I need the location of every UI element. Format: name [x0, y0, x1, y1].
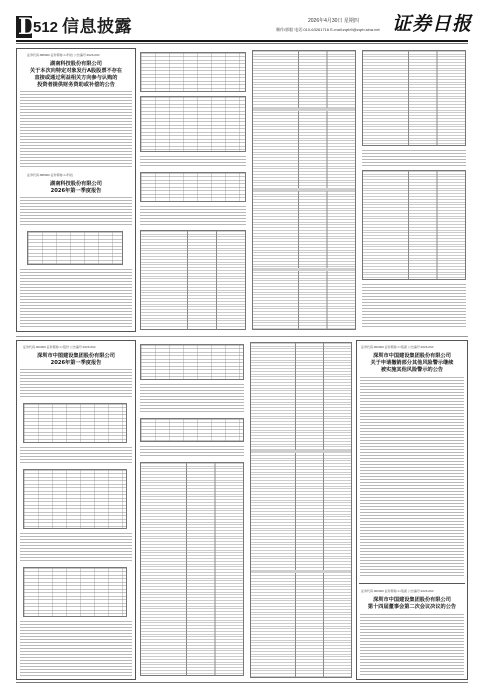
report-column-top-right — [250, 48, 358, 332]
report-body — [140, 206, 246, 226]
report-column-top-middle — [138, 48, 248, 332]
financial-table — [140, 96, 246, 152]
report-body — [20, 197, 132, 227]
section-letter: D — [18, 14, 38, 40]
cash-flow-table — [362, 50, 466, 146]
issue-date: 2026年4月30日 星期四 — [308, 18, 359, 24]
company-name: 深圳市中国建设集团股份有限公司 — [373, 597, 451, 603]
announcement-panel-top-left — [16, 48, 136, 332]
announcement-title: 第十四届董事会第二次会议决议的公告 — [367, 604, 457, 610]
report-body — [362, 150, 466, 166]
table-row-highlight — [253, 268, 355, 271]
announcement-meta: 证券代码:000000 证券简称:××股份 公告编号:2026-000 — [23, 345, 96, 349]
table-row-highlight — [251, 570, 351, 573]
announcement-title: 关于本次向特定对象发行A股股票不存在 — [29, 68, 123, 74]
announcement-meta: 证券代码:688000 证券简称:××科技 — [27, 173, 74, 177]
financial-table — [23, 469, 127, 529]
announcement-title: 投资者提供财务资助或补偿的公告 — [37, 82, 115, 88]
announcement-divider — [359, 583, 465, 584]
report-column-bottom-right — [248, 340, 354, 680]
cash-flow-table — [362, 170, 466, 280]
masthead — [0, 0, 484, 42]
report-body — [20, 621, 132, 677]
report-body — [362, 284, 466, 328]
financial-table — [140, 52, 246, 92]
table-row-highlight — [253, 188, 355, 191]
announcement-title: 直接或通过利益相关方向参与认购的 — [34, 75, 118, 81]
announcement-title: 2026年第一季度报告 — [50, 188, 102, 194]
table-row-highlight — [251, 450, 351, 453]
report-body — [140, 384, 244, 414]
report-body — [20, 447, 132, 465]
announcement-title: 被实施其他风险警示的公告 — [380, 367, 444, 373]
announcement-body — [360, 614, 464, 676]
financial-table — [27, 231, 123, 265]
announcement-panel-bottom-right — [356, 340, 468, 680]
announcement-meta: 证券代码:000000 证券简称:××集团 公告编号:2026-000 — [361, 589, 434, 593]
footer-rule — [16, 682, 468, 683]
announcement-meta: 证券代码:688000 证券简称:××科技 公告编号:2026-000 — [27, 53, 100, 57]
contact-line: 制作/郭毅 电话:010-63261716 E-mail:zqrb9@zqrb.sina.net — [276, 27, 380, 32]
announcement-body — [20, 91, 132, 167]
income-statement-table — [250, 342, 352, 678]
company-name: 深圳市中国建设集团股份有限公司 — [373, 353, 451, 359]
financial-table — [140, 344, 244, 380]
announcement-meta: 证券代码:000000 证券简称:××集团 公告编号:2026-000 — [361, 345, 434, 349]
report-body — [20, 369, 132, 399]
financial-table — [23, 567, 127, 617]
newspaper-logo: 证券日报 — [392, 13, 473, 35]
announcement-body — [360, 377, 464, 577]
announcement-title: 关于申请撤销部分其他风险警示继续 — [370, 360, 454, 366]
page-number: 512 — [33, 19, 59, 36]
balance-sheet-table — [140, 230, 246, 330]
masthead-rule-thin — [16, 43, 468, 44]
report-column-top-far-right — [360, 48, 468, 332]
report-column-bottom-middle — [138, 340, 246, 680]
financial-table — [140, 172, 246, 202]
masthead-rule — [16, 40, 468, 42]
report-body — [140, 446, 244, 458]
section-title: 信息披露 — [62, 17, 132, 37]
company-name: 深圳市中图建设集团股份有限公司 — [37, 353, 115, 359]
announcement-panel-bottom-left — [16, 340, 136, 680]
company-name: 湖南科技股份有限公司 — [50, 181, 102, 187]
half-divider — [16, 336, 468, 337]
financial-table — [23, 403, 127, 443]
report-body — [20, 269, 132, 329]
financial-table — [140, 418, 244, 442]
report-body — [20, 533, 132, 563]
table-row-highlight — [253, 108, 355, 111]
balance-sheet-table — [140, 462, 244, 676]
announcement-title: 2026年第一季度报告 — [50, 360, 102, 366]
company-name: 湖南科技股份有限公司 — [50, 61, 102, 67]
report-body — [140, 156, 246, 168]
